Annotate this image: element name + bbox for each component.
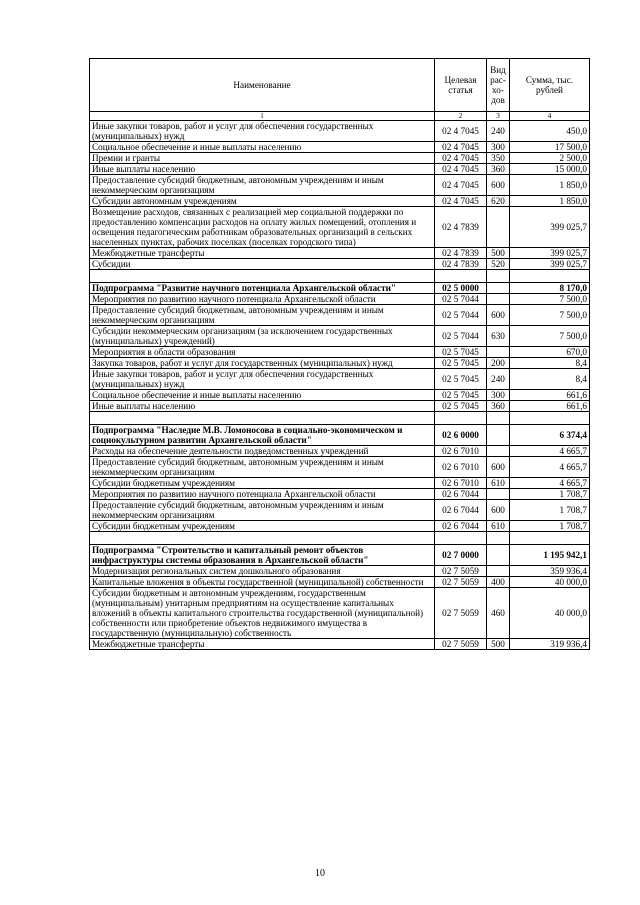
row-code-cell: 02 6 7044 (435, 500, 487, 521)
row-sum-cell: 1 708,7 (510, 489, 590, 500)
page-number: 10 (315, 868, 325, 879)
row-type-cell: 240 (487, 121, 510, 142)
table-row (90, 457, 590, 478)
row-type-cell: 360 (487, 164, 510, 175)
table-row (90, 369, 590, 390)
row-code-cell: 02 4 7045 (435, 142, 487, 153)
row-sum-cell: 7 500,0 (510, 294, 590, 305)
row-code-cell: 02 5 7045 (435, 390, 487, 401)
row-sum-cell: 1 850,0 (510, 196, 590, 207)
row-name-cell: Субсидии бюджетным учреждениям (90, 521, 435, 532)
row-sum-cell: 7 500,0 (510, 326, 590, 347)
subprogram-row (90, 545, 590, 566)
row-sum-cell: 4 665,7 (510, 457, 590, 478)
row-code-cell: 02 6 7044 (435, 521, 487, 532)
table-row (90, 294, 590, 305)
table-row (90, 305, 590, 326)
row-name-cell: Подпрограмма "Строительство и капитальный ремонт объектов инфраструктуры системы образования в Архангельской области" (90, 545, 435, 566)
row-sum-cell: 1 195 942,1 (510, 545, 590, 566)
table-row (90, 489, 590, 500)
row-sum-cell: 670,0 (510, 347, 590, 358)
table-row (90, 153, 590, 164)
table-header-row (90, 59, 590, 112)
row-type-cell (487, 207, 510, 248)
table-row (90, 577, 590, 588)
row-type-cell: 600 (487, 457, 510, 478)
row-sum-cell: 4 665,7 (510, 446, 590, 457)
row-name-cell: Предоставление субсидий бюджетным, автономным учреждениям и иным некоммерческим организациям (90, 457, 435, 478)
row-code-cell: 02 5 7045 (435, 369, 487, 390)
table-row (90, 175, 590, 196)
spacer-row (90, 532, 590, 545)
row-type-cell: 500 (487, 639, 510, 650)
row-sum-cell: 661,6 (510, 390, 590, 401)
row-type-cell: 600 (487, 500, 510, 521)
row-type-cell (487, 347, 510, 358)
row-name-cell: Мероприятия в области образования (90, 347, 435, 358)
row-name-cell: Иные выплаты населению (90, 164, 435, 175)
table-row (90, 401, 590, 412)
row-type-cell: 350 (487, 153, 510, 164)
row-sum-cell: 7 500,0 (510, 305, 590, 326)
row-code-cell: 02 4 7839 (435, 207, 487, 248)
empty-cell (510, 532, 590, 545)
row-code-cell: 02 4 7839 (435, 248, 487, 259)
table-row (90, 248, 590, 259)
subprogram-row (90, 283, 590, 294)
row-type-cell: 300 (487, 142, 510, 153)
row-code-cell: 02 5 7044 (435, 326, 487, 347)
row-name-cell: Социальное обеспечение и иные выплаты населению (90, 142, 435, 153)
row-name-cell: Социальное обеспечение и иные выплаты населению (90, 390, 435, 401)
spacer-row (90, 270, 590, 283)
row-code-cell: 02 6 7010 (435, 446, 487, 457)
row-name-cell: Межбюджетные трансферты (90, 639, 435, 650)
row-code-cell: 02 6 0000 (435, 425, 487, 446)
table-row (90, 521, 590, 532)
row-code-cell: 02 6 7010 (435, 478, 487, 489)
empty-cell (435, 532, 487, 545)
table-row (90, 390, 590, 401)
subprogram-row (90, 425, 590, 446)
row-sum-cell: 319 936,4 (510, 639, 590, 650)
column-number: 1 (90, 112, 435, 121)
table-row (90, 500, 590, 521)
header-code: Целевая статья (435, 59, 487, 112)
row-name-cell: Расходы на обеспечение деятельности подведомственных учреждений (90, 446, 435, 457)
row-sum-cell: 399 025,7 (510, 248, 590, 259)
budget-table (89, 58, 590, 650)
row-code-cell: 02 7 0000 (435, 545, 487, 566)
table-row (90, 588, 590, 639)
row-name-cell: Субсидии некоммерческим организациям (за исключением государственных (муниципальных) учреждений) (90, 326, 435, 347)
row-code-cell: 02 5 7045 (435, 401, 487, 412)
row-type-cell (487, 489, 510, 500)
row-name-cell: Субсидии автономным учреждениям (90, 196, 435, 207)
row-name-cell: Возмещение расходов, связанных с реализацией мер социальной поддержки по предоставлению компенсации расходов на оплату жилых помещений, отопления и освещения педагогическим работникам образовательных организаций в сельских населенных пунктах, рабочих поселках (поселках городского типа) (90, 207, 435, 248)
row-type-cell: 240 (487, 369, 510, 390)
row-code-cell: 02 6 7044 (435, 489, 487, 500)
empty-cell (487, 532, 510, 545)
row-sum-cell: 15 000,0 (510, 164, 590, 175)
row-name-cell: Предоставление субсидий бюджетным, автономным учреждениям и иным некоммерческим организациям (90, 500, 435, 521)
row-name-cell: Подпрограмма "Наследие М.В. Ломоносова в социально-экономическом и социокультурном развитии Архангельской области" (90, 425, 435, 446)
table-row (90, 142, 590, 153)
row-type-cell: 300 (487, 390, 510, 401)
table-row (90, 478, 590, 489)
row-type-cell: 610 (487, 478, 510, 489)
row-sum-cell: 6 374,4 (510, 425, 590, 446)
empty-cell (487, 412, 510, 425)
row-type-cell: 600 (487, 175, 510, 196)
row-code-cell: 02 7 5059 (435, 577, 487, 588)
row-name-cell: Модернизация региональных систем дошкольного образования (90, 566, 435, 577)
table-row (90, 121, 590, 142)
empty-cell (510, 412, 590, 425)
row-name-cell: Предоставление субсидий бюджетным, автономным учреждениям и иным некоммерческим организациям (90, 305, 435, 326)
spacer-row (90, 412, 590, 425)
row-name-cell: Мероприятия по развитию научного потенциала Архангельской области (90, 294, 435, 305)
column-number-row (90, 112, 590, 121)
row-name-cell: Предоставление субсидий бюджетным, автономным учреждениям и иным некоммерческим организациям (90, 175, 435, 196)
row-code-cell: 02 6 7010 (435, 457, 487, 478)
row-type-cell (487, 545, 510, 566)
row-type-cell (487, 566, 510, 577)
row-sum-cell: 17 500,0 (510, 142, 590, 153)
row-sum-cell: 450,0 (510, 121, 590, 142)
row-code-cell: 02 4 7045 (435, 196, 487, 207)
table-row (90, 164, 590, 175)
row-sum-cell: 8,4 (510, 369, 590, 390)
row-type-cell: 620 (487, 196, 510, 207)
row-code-cell: 02 4 7045 (435, 153, 487, 164)
row-name-cell: Капитальные вложения в объекты государственной (муниципальной) собственности (90, 577, 435, 588)
row-type-cell: 200 (487, 358, 510, 369)
row-name-cell: Субсидии бюджетным учреждениям (90, 478, 435, 489)
row-code-cell: 02 7 5059 (435, 639, 487, 650)
row-name-cell: Субсидии (90, 259, 435, 270)
row-type-cell: 500 (487, 248, 510, 259)
row-code-cell: 02 4 7839 (435, 259, 487, 270)
row-name-cell: Подпрограмма "Развитие научного потенциала Архангельской области" (90, 283, 435, 294)
row-code-cell: 02 4 7045 (435, 175, 487, 196)
row-sum-cell: 399 025,7 (510, 207, 590, 248)
row-type-cell: 630 (487, 326, 510, 347)
column-number: 4 (510, 112, 590, 121)
table-row (90, 196, 590, 207)
empty-cell (487, 270, 510, 283)
row-name-cell: Иные закупки товаров, работ и услуг для обеспечения государственных (муниципальных) нужд (90, 121, 435, 142)
row-sum-cell: 8 170,0 (510, 283, 590, 294)
row-sum-cell: 661,6 (510, 401, 590, 412)
row-code-cell: 02 7 5059 (435, 566, 487, 577)
row-code-cell: 02 4 7045 (435, 121, 487, 142)
row-type-cell: 600 (487, 305, 510, 326)
row-sum-cell: 1 708,7 (510, 500, 590, 521)
row-sum-cell: 1 850,0 (510, 175, 590, 196)
row-name-cell: Иные выплаты населению (90, 401, 435, 412)
table-row (90, 358, 590, 369)
table-row (90, 566, 590, 577)
row-code-cell: 02 5 7045 (435, 347, 487, 358)
row-sum-cell: 8,4 (510, 358, 590, 369)
empty-cell (435, 412, 487, 425)
table-row (90, 639, 590, 650)
row-type-cell: 610 (487, 521, 510, 532)
empty-cell (90, 270, 435, 283)
row-type-cell: 360 (487, 401, 510, 412)
row-sum-cell: 1 708,7 (510, 521, 590, 532)
header-type: Вид рас-хо-дов (487, 59, 510, 112)
row-sum-cell: 2 500,0 (510, 153, 590, 164)
row-name-cell: Премии и гранты (90, 153, 435, 164)
table-row (90, 347, 590, 358)
row-code-cell: 02 5 7044 (435, 305, 487, 326)
row-sum-cell: 40 000,0 (510, 577, 590, 588)
row-sum-cell: 399 025,7 (510, 259, 590, 270)
row-type-cell (487, 283, 510, 294)
table-row (90, 326, 590, 347)
row-code-cell: 02 7 5059 (435, 588, 487, 639)
empty-cell (435, 270, 487, 283)
row-code-cell: 02 4 7045 (435, 164, 487, 175)
row-type-cell (487, 294, 510, 305)
header-sum: Сумма, тыс. рублей (510, 59, 590, 112)
table-row (90, 259, 590, 270)
row-name-cell: Субсидии бюджетным и автономным учреждениям, государственным (муниципальным) унитарным предприятиям на осуществление капитальных вложений в объекты капитального строительства государственной (муниципальной) собственности или приобретение объектов недвижимого имущества в государственную (муниципальную) собственность (90, 588, 435, 639)
row-name-cell: Межбюджетные трансферты (90, 248, 435, 259)
column-number: 2 (435, 112, 487, 121)
row-name-cell: Мероприятия по развитию научного потенциала Архангельской области (90, 489, 435, 500)
row-type-cell: 460 (487, 588, 510, 639)
row-name-cell: Закупка товаров, работ и услуг для государственных (муниципальных) нужд (90, 358, 435, 369)
header-name: Наименование (90, 59, 435, 112)
row-sum-cell: 4 665,7 (510, 478, 590, 489)
row-type-cell (487, 425, 510, 446)
row-name-cell: Иные закупки товаров, работ и услуг для обеспечения государственных (муниципальных) нужд (90, 369, 435, 390)
row-code-cell: 02 5 7044 (435, 294, 487, 305)
empty-cell (90, 532, 435, 545)
row-sum-cell: 359 936,4 (510, 566, 590, 577)
table-row (90, 207, 590, 248)
row-code-cell: 02 5 0000 (435, 283, 487, 294)
row-code-cell: 02 5 7045 (435, 358, 487, 369)
table-row (90, 446, 590, 457)
row-type-cell: 400 (487, 577, 510, 588)
row-sum-cell: 40 000,0 (510, 588, 590, 639)
empty-cell (510, 270, 590, 283)
column-number: 3 (487, 112, 510, 121)
row-type-cell: 520 (487, 259, 510, 270)
empty-cell (90, 412, 435, 425)
row-type-cell (487, 446, 510, 457)
